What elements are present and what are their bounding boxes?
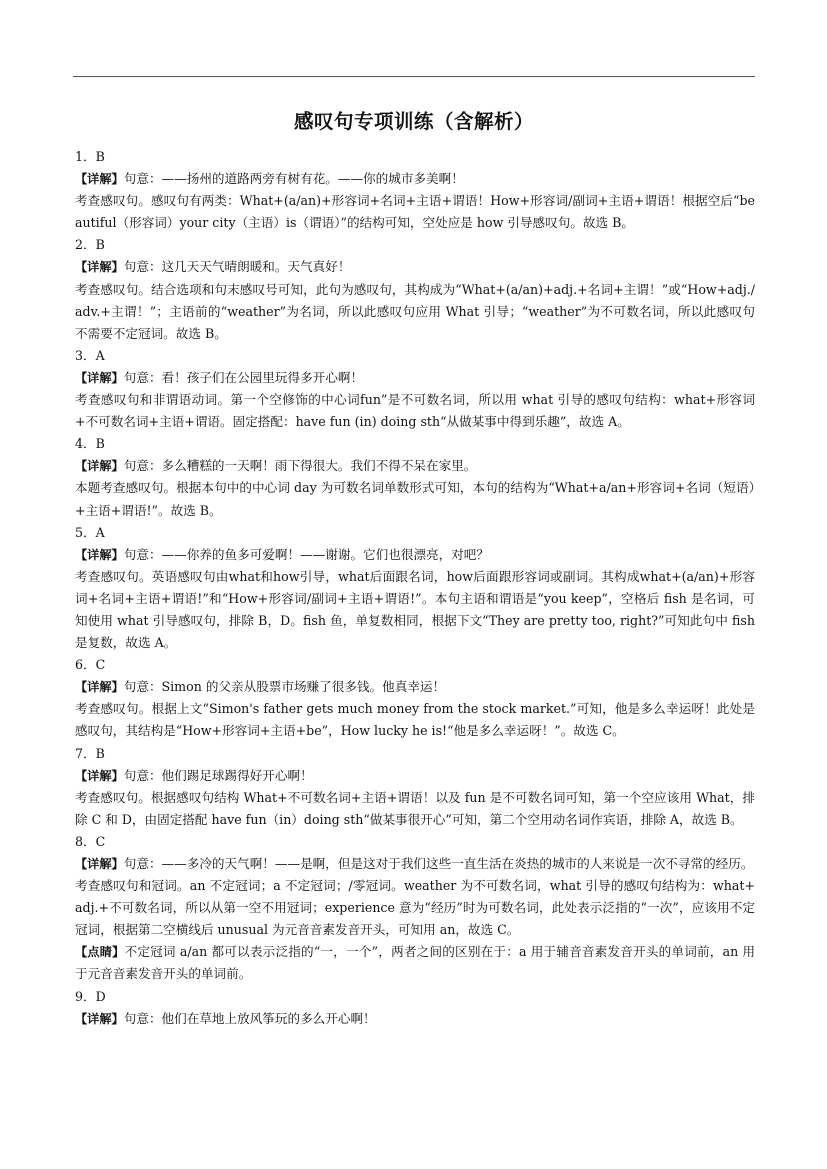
detail-label: 【详解】: [75, 370, 124, 385]
sentence-meaning: 句意：——多冷的天气啊！——是啊，但是这对于我们这些一直生活在炎热的城市的人来说是一次不寻常的经历。: [123, 856, 754, 871]
analysis-text: 考查感叹句。根据上文“Simon's father gets much money from the stock market.”可知，他是多么幸运呀！此处是感叹句，其结构是“How+形容词+主语+be”，How lucky he is!“他是多么幸运呀！”。故选 C。: [75, 701, 755, 739]
highlight-line: [75, 941, 755, 985]
sentence-meaning: 句意：多么糟糕的一天啊！雨下得很大。我们不得不呆在家里。: [123, 458, 477, 474]
analysis-text: 考查感叹句。英语感叹句由what和how引导，what后面跟名词，how后面跟形容词或副词。其构成what+(a/an)+形容词+名词+主语+谓语!”和“How+形容词/副词+主语+谓语!”。本句主语和谓语是“you keep”，空格后 fish 是名词，可知使用 what 引导感叹句，排除 B，D。fish 鱼，单复数相同，根据下文“They are pretty too, right?”可知此句中 fish 是复数，故选 A。: [75, 568, 755, 651]
answer-number: 5．A: [75, 524, 105, 540]
sentence-meaning: 句意：他们在草地上放风筝玩的多么开心啊！: [123, 1010, 376, 1026]
detail-line: [75, 544, 755, 566]
detail-label: 【详解】: [75, 172, 124, 187]
highlight-text: 不定冠词 a/an 都可以表示泛指的“一，一个”，两者之间的区别在于：a 用于辅音音素发音开头的单词前，an 用于元音音素发音开头的单词前。: [75, 944, 755, 982]
sentence-meaning: 句意：Simon 的父亲从股票市场赚了很多钱。他真幸运！: [123, 679, 446, 695]
detail-label: 【详解】: [75, 1011, 124, 1026]
detail-label: 【详解】: [75, 680, 124, 695]
detail-label: 【详解】: [75, 459, 124, 474]
sentence-meaning: 句意：这几天天气晴朗暖和。天气真好！: [123, 259, 351, 275]
sentence-meaning: 句意：看！孩子们在公园里玩得多开心啊！: [123, 369, 364, 385]
detail-label: 【详解】: [75, 547, 124, 562]
answer-number: 2．B: [75, 237, 105, 253]
answer-number: 8．C: [75, 833, 106, 849]
detail-label: 【详解】: [75, 857, 124, 871]
answer-item: [75, 146, 755, 234]
sentence-meaning: 句意：——你养的鱼多可爱啊！——谢谢。它们也很漂亮，对吧？: [123, 546, 489, 562]
detail-line: [75, 765, 755, 787]
header-rule: [73, 76, 755, 77]
answer-number: 3．A: [75, 347, 105, 363]
detail-line: [75, 455, 755, 477]
answer-item: [75, 234, 755, 344]
analysis-text: 考查感叹句。感叹句有两类：What+(a/an)+形容词+名词+主语+谓语！How+形容词/副词+主语+谓语！根据空后“beautiful（形容词）your city（主语）is（谓语）”的结构可知，空处应是 how 引导感叹句。故选 B。: [75, 193, 755, 231]
detail-label: 【详解】: [75, 260, 124, 275]
answer-item: [75, 522, 755, 655]
answer-item: [75, 831, 755, 986]
answer-item: [75, 654, 755, 742]
answer-number: 7．B: [75, 745, 105, 761]
sentence-meaning: 句意：——扬州的道路两旁有树有花。——你的城市多美啊！: [123, 171, 464, 187]
answer-number: 9．D: [75, 988, 106, 1004]
detail-line: [75, 168, 755, 190]
answer-item: [75, 433, 755, 521]
answer-item: [75, 743, 755, 831]
analysis-text: 考查感叹句和非谓语动词。第一个空修饰的中心词fun”是不可数名词，所以用 what 引导的感叹句结构：what+形容词+不可数名词+主语+谓语。固定搭配：have fun (in) doing sth“从做某事中得到乐趣”，故选 A。: [75, 392, 755, 430]
page-title: 感叹句专项训练（含解析）: [293, 110, 534, 133]
answer-number: 4．B: [75, 436, 105, 452]
detail-line: [75, 676, 755, 698]
detail-line: [75, 367, 755, 389]
detail-line: [75, 256, 755, 278]
answer-item: [75, 986, 755, 1030]
answer-number: 1．B: [75, 149, 105, 164]
analysis-text: 考查感叹句。根据感叹句结构 What+不可数名词+主语+谓语！以及 fun 是不可数名词可知，第一个空应该用 What，排除 C 和 D，由固定搭配 have fun（in）doing sth“做某事很开心”可知，第二个空用动名词作宾语，排除 A，故选 B。: [75, 789, 755, 827]
answer-list: [75, 146, 755, 1030]
analysis-text: 考查感叹句和冠词。an 不定冠词；a 不定冠词；/零冠词。weather 为不可数名词，what 引导的感叹句结构为：what+adj.+不可数名词，所以从第一空不用冠词；experience 意为“经历”时为可数名词，此处表示泛指的“一次”，应该用不定冠词，根据第二空横线后 unusual 为元音音素发音开头，可知用 an，故选 C。: [75, 878, 755, 938]
detail-label: 【详解】: [75, 768, 124, 783]
answer-item: [75, 345, 755, 433]
detail-line: [75, 1008, 755, 1030]
answer-number: 6．C: [75, 657, 106, 673]
highlight-label: 【点睛】: [75, 945, 125, 960]
analysis-text: 考查感叹句。结合选项和句末感叹号可知，此句为感叹句，其构成为“What+(a/an)+adj.+名词+主谓！”或“How+adj./adv.+主谓！”；主语前的“weather”为名词，所以此感叹句应用 What 引导；“weather”为不可数名词，所以此感叹句不需要不定冠词。故选 B。: [75, 281, 755, 341]
sentence-meaning: 句意：他们踢足球踢得好开心啊！: [123, 767, 313, 783]
analysis-text: 本题考查感叹句。根据本句中的中心词 day 为可数名词单数形式可知，本句的结构为“What+a/an+形容词+名词（短语）+主语+谓语!”。故选 B。: [75, 480, 755, 518]
detail-line: [75, 853, 755, 875]
